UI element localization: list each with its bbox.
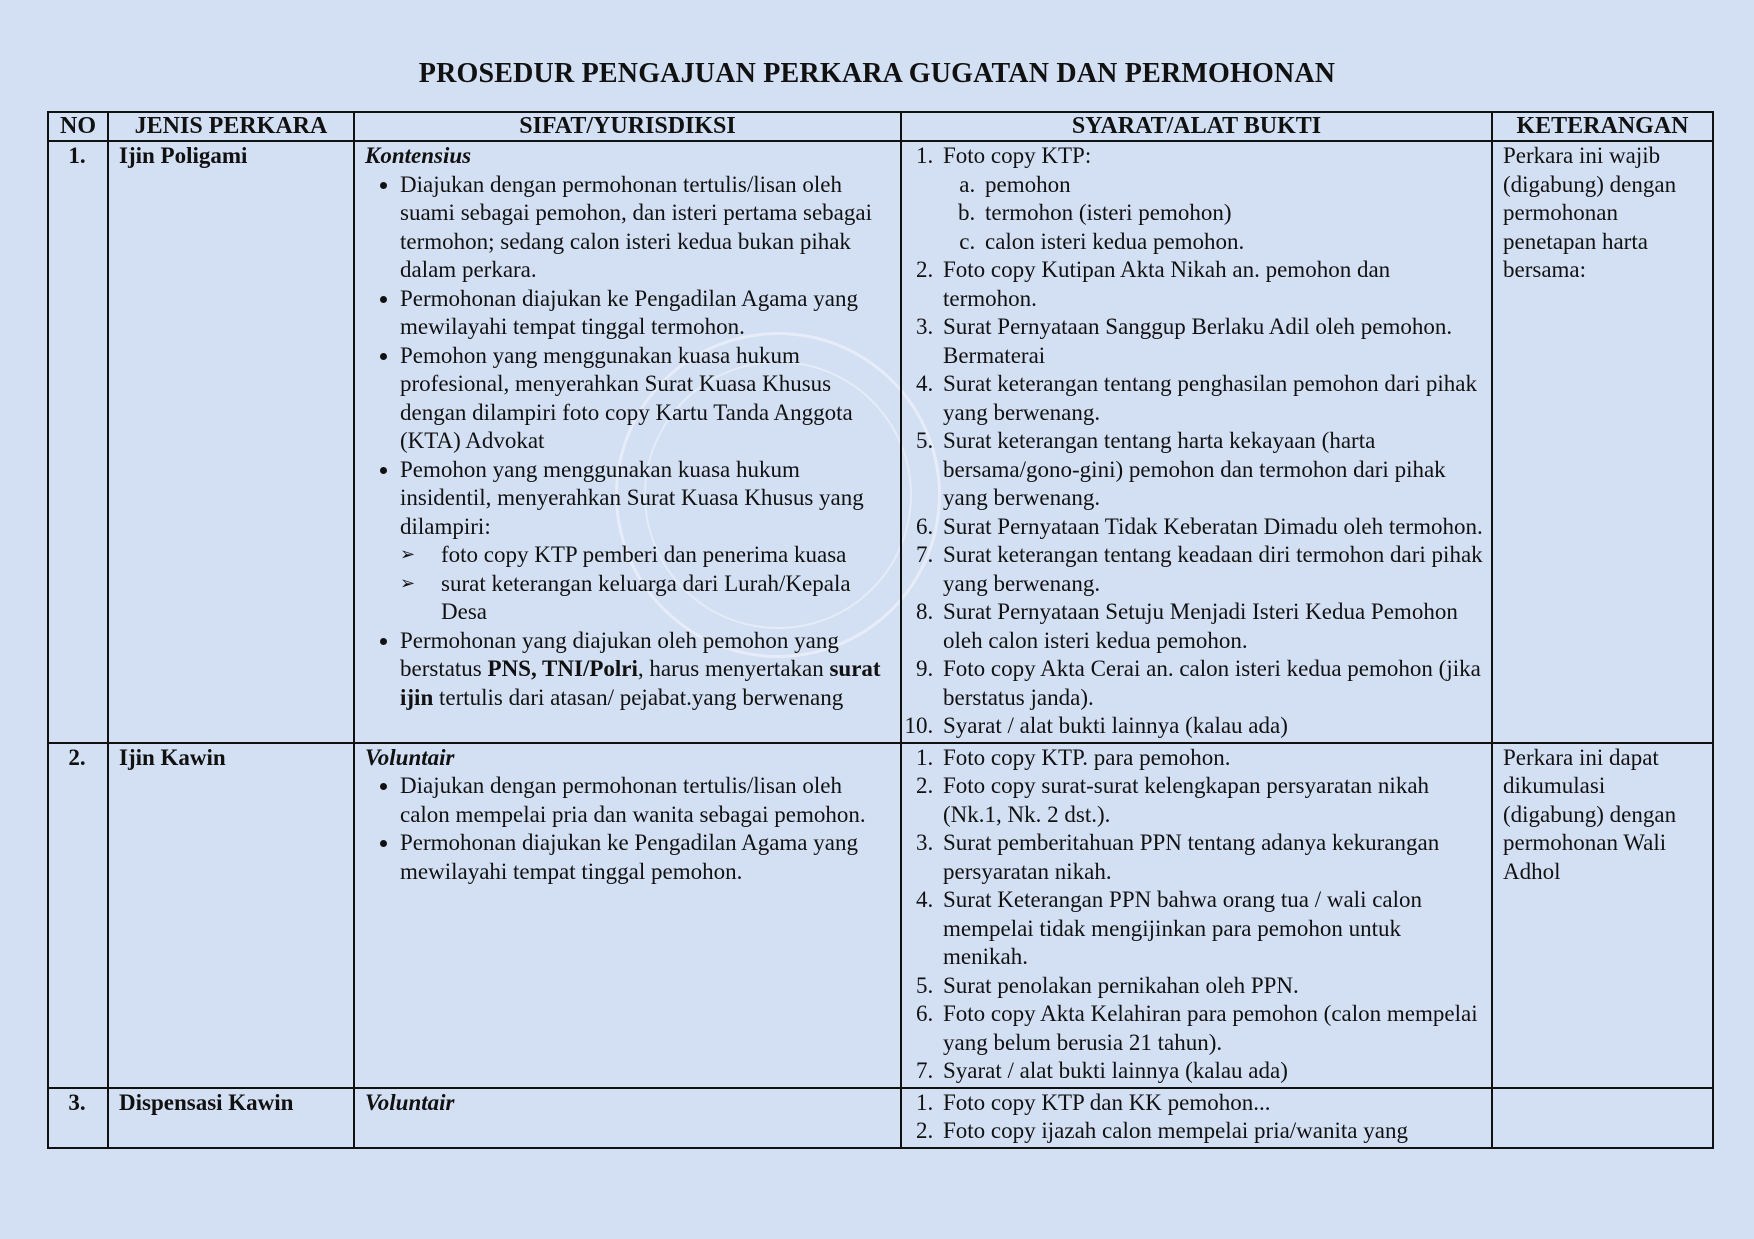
list-item: • Permohonan diajukan ke Pengadilan Agama yang mewilayahi tempat tinggal termohon. bbox=[400, 285, 894, 342]
list-item: 1. Foto copy KTP. para pemohon. bbox=[939, 744, 1485, 773]
sub-list-item: ➢ surat keterangan keluarga dari Lurah/Kepala Desa bbox=[428, 570, 894, 627]
header-syarat-alat-bukti: SYARAT/ALAT BUKTI bbox=[901, 112, 1492, 141]
list-item: 2. Foto copy ijazah calon mempelai pria/wanita yang bbox=[939, 1117, 1485, 1146]
text-bold: surat ijin bbox=[400, 656, 881, 710]
sifat-title: Voluntair bbox=[365, 744, 455, 770]
list-item: 4. Surat keterangan tentang penghasilan pemohon dari pihak yang berwenang. bbox=[939, 370, 1485, 427]
sub-list-item: ➢ foto copy KTP pemberi dan penerima kuasa bbox=[428, 541, 894, 570]
procedure-table bbox=[47, 111, 1714, 1149]
row-jenis-perkara: Ijin Kawin bbox=[108, 743, 354, 1088]
row-sifat-yurisdiksi bbox=[354, 743, 901, 1088]
sifat-title: Voluntair bbox=[365, 1089, 455, 1115]
row-keterangan: Perkara ini wajib (digabung) dengan permohonan penetapan harta bersama: bbox=[1492, 141, 1713, 743]
row-jenis-perkara: Dispensasi Kawin bbox=[108, 1088, 354, 1148]
row-syarat-alat-bukti bbox=[901, 141, 1492, 743]
list-item: 7. Surat keterangan tentang keadaan diri termohon dari pihak yang berwenang. bbox=[939, 541, 1485, 598]
row-sifat-yurisdiksi bbox=[354, 1088, 901, 1148]
row-jenis-perkara: Ijin Poligami bbox=[108, 141, 354, 743]
table-row bbox=[48, 1088, 1713, 1148]
list-item: 6. Surat Pernyataan Tidak Keberatan Dimadu oleh termohon. bbox=[939, 513, 1485, 542]
list-item: 2. Foto copy Kutipan Akta Nikah an. pemohon dan termohon. bbox=[939, 256, 1485, 313]
list-item: 3. Surat Pernyataan Sanggup Berlaku Adil oleh pemohon. Bermaterai bbox=[939, 313, 1485, 370]
sub-list-item: a. pemohon bbox=[981, 171, 1485, 200]
list-item: 1. Foto copy KTP dan KK pemohon... bbox=[939, 1089, 1485, 1118]
sifat-list bbox=[365, 772, 894, 886]
sifat-title: Kontensius bbox=[365, 143, 472, 168]
row-no: 3. bbox=[48, 1088, 108, 1148]
table-header-row bbox=[48, 112, 1713, 141]
table-row bbox=[48, 743, 1713, 1088]
table-row bbox=[48, 141, 1713, 743]
list-item: • Pemohon yang menggunakan kuasa hukum profesional, menyerahkan Surat Kuasa Khusus dengan dilampiri foto copy Kartu Tanda Anggota (KTA) Advokat bbox=[400, 342, 894, 456]
list-item: 7. Syarat / alat bukti lainnya (kalau ada) bbox=[939, 1057, 1485, 1086]
header-no: NO bbox=[48, 112, 108, 141]
text-bold: PNS, TNI/Polri bbox=[487, 656, 638, 681]
list-item: 6. Foto copy Akta Kelahiran para pemohon (calon mempelai yang belum berusia 21 tahun). bbox=[939, 1000, 1485, 1057]
list-item: 9. Foto copy Akta Cerai an. calon isteri kedua pemohon (jika berstatus janda). bbox=[939, 655, 1485, 712]
text-part: Permohonan yang diajukan oleh pemohon yang berstatus bbox=[400, 627, 839, 681]
text-part: , harus menyertakan bbox=[637, 656, 830, 681]
row-no: 2. bbox=[48, 743, 108, 1088]
row-sifat-yurisdiksi bbox=[354, 141, 901, 743]
list-item-text: Pemohon yang menggunakan kuasa hukum insidentil, menyerahkan Surat Kuasa Khusus yang dilampiri: bbox=[400, 456, 864, 539]
sub-list bbox=[400, 541, 894, 627]
sub-list-item: b. termohon (isteri pemohon) bbox=[981, 199, 1485, 228]
syarat-list bbox=[906, 744, 1485, 1086]
sub-list-item: c. calon isteri kedua pemohon. bbox=[981, 228, 1485, 257]
list-item: 8. Surat Pernyataan Setuju Menjadi Isteri Kedua Pemohon oleh calon isteri kedua pemohon. bbox=[939, 598, 1485, 655]
page-title: PROSEDUR PENGAJUAN PERKARA GUGATAN DAN PERMOHONAN bbox=[418, 58, 1336, 89]
row-syarat-alat-bukti bbox=[901, 743, 1492, 1088]
list-item bbox=[400, 456, 894, 627]
syarat-list bbox=[906, 142, 1485, 741]
header-jenis-perkara: JENIS PERKARA bbox=[108, 112, 354, 141]
list-item bbox=[400, 627, 894, 713]
row-keterangan bbox=[1492, 1088, 1713, 1148]
sub-list bbox=[943, 171, 1485, 257]
row-no: 1. bbox=[48, 141, 108, 743]
header-keterangan: KETERANGAN bbox=[1492, 112, 1713, 141]
text-part: tertulis dari atasan/ pejabat.yang berwenang bbox=[433, 684, 844, 710]
list-item bbox=[939, 142, 1485, 256]
list-item: 5. Surat keterangan tentang harta kekayaan (harta bersama/gono-gini) pemohon dan termohon dari pihak yang berwenang. bbox=[939, 427, 1485, 513]
list-item: 2. Foto copy surat-surat kelengkapan persyaratan nikah (Nk.1, Nk. 2 dst.). bbox=[939, 772, 1485, 829]
sifat-list bbox=[365, 171, 894, 713]
syarat-list bbox=[906, 1089, 1485, 1146]
list-item: 5. Surat penolakan pernikahan oleh PPN. bbox=[939, 972, 1485, 1001]
list-item: • Diajukan dengan permohonan tertulis/lisan oleh suami sebagai pemohon, dan isteri pertama sebagai termohon; sedang calon isteri kedua bukan pihak dalam perkara. bbox=[400, 171, 894, 285]
list-item: 10. Syarat / alat bukti lainnya (kalau ada) bbox=[939, 712, 1485, 741]
list-item: • Diajukan dengan permohonan tertulis/lisan oleh calon mempelai pria dan wanita sebagai pemohon. bbox=[400, 772, 894, 829]
header-sifat-yurisdiksi: SIFAT/YURISDIKSI bbox=[354, 112, 901, 141]
row-syarat-alat-bukti bbox=[901, 1088, 1492, 1148]
list-item: 3. Surat pemberitahuan PPN tentang adanya kekurangan persyaratan nikah. bbox=[939, 829, 1485, 886]
list-item: • Permohonan diajukan ke Pengadilan Agama yang mewilayahi tempat tinggal pemohon. bbox=[400, 829, 894, 886]
list-item-text: Foto copy KTP: bbox=[943, 143, 1092, 168]
list-item: 4. Surat Keterangan PPN bahwa orang tua / wali calon mempelai tidak mengijinkan para pemohon untuk menikah. bbox=[939, 886, 1485, 972]
row-keterangan: Perkara ini dapat dikumulasi (digabung) dengan permohonan Wali Adhol bbox=[1492, 743, 1713, 1088]
